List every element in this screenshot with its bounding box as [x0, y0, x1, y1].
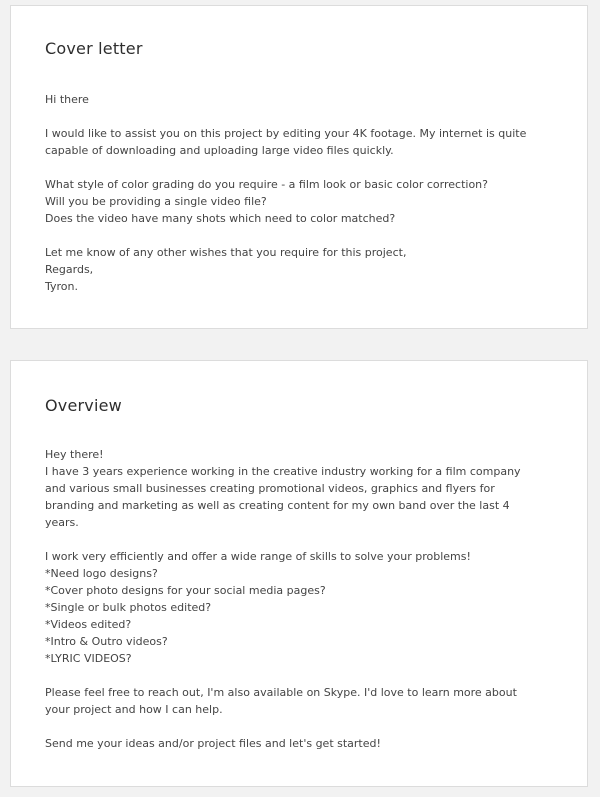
- paragraph-gap: [45, 227, 567, 244]
- cover-letter-line: Will you be providing a single video file?: [45, 195, 267, 208]
- cover-letter-title: Cover letter: [45, 39, 143, 58]
- overview-line: years.: [45, 516, 79, 529]
- overview-body: [45, 446, 567, 752]
- cover-letter-line: Regards,: [45, 263, 94, 276]
- cover-letter-body: [45, 91, 567, 295]
- cover-letter-line: Tyron.: [45, 280, 78, 293]
- overview-line: *Cover photo designs for your social media pages?: [45, 584, 326, 597]
- overview-line: *Intro & Outro videos?: [45, 635, 168, 648]
- paragraph-gap: [45, 108, 567, 125]
- paragraph-gap: [45, 718, 567, 735]
- paragraph-gap: [45, 531, 567, 548]
- overview-line: I work very efficiently and offer a wide range of skills to solve your problems!: [45, 550, 471, 563]
- overview-line: *LYRIC VIDEOS?: [45, 652, 132, 665]
- overview-line: Send me your ideas and/or project files and let's get started!: [45, 737, 381, 750]
- overview-line: *Single or bulk photos edited?: [45, 601, 212, 614]
- overview-title: Overview: [45, 396, 122, 415]
- cover-letter-card: [10, 5, 588, 329]
- overview-line: Please feel free to reach out, I'm also available on Skype. I'd love to learn more about: [45, 686, 517, 699]
- overview-line: *Need logo designs?: [45, 567, 158, 580]
- cover-letter-line: capable of downloading and uploading large video files quickly.: [45, 144, 394, 157]
- overview-line: your project and how I can help.: [45, 703, 223, 716]
- overview-line: and various small businesses creating promotional videos, graphics and flyers for: [45, 482, 495, 495]
- cover-letter-line: What style of color grading do you require - a film look or basic color correction?: [45, 178, 488, 191]
- cover-letter-line: Let me know of any other wishes that you require for this project,: [45, 246, 407, 259]
- cover-letter-line: I would like to assist you on this project by editing your 4K footage. My internet is quite: [45, 127, 527, 140]
- cover-letter-line: Does the video have many shots which need to color matched?: [45, 212, 396, 225]
- paragraph-gap: [45, 159, 567, 176]
- cover-letter-line: Hi there: [45, 93, 89, 106]
- overview-line: I have 3 years experience working in the creative industry working for a film company: [45, 465, 521, 478]
- paragraph-gap: [45, 667, 567, 684]
- overview-line: Hey there!: [45, 448, 104, 461]
- overview-card: [10, 360, 588, 787]
- overview-line: *Videos edited?: [45, 618, 132, 631]
- overview-line: branding and marketing as well as creating content for my own band over the last 4: [45, 499, 510, 512]
